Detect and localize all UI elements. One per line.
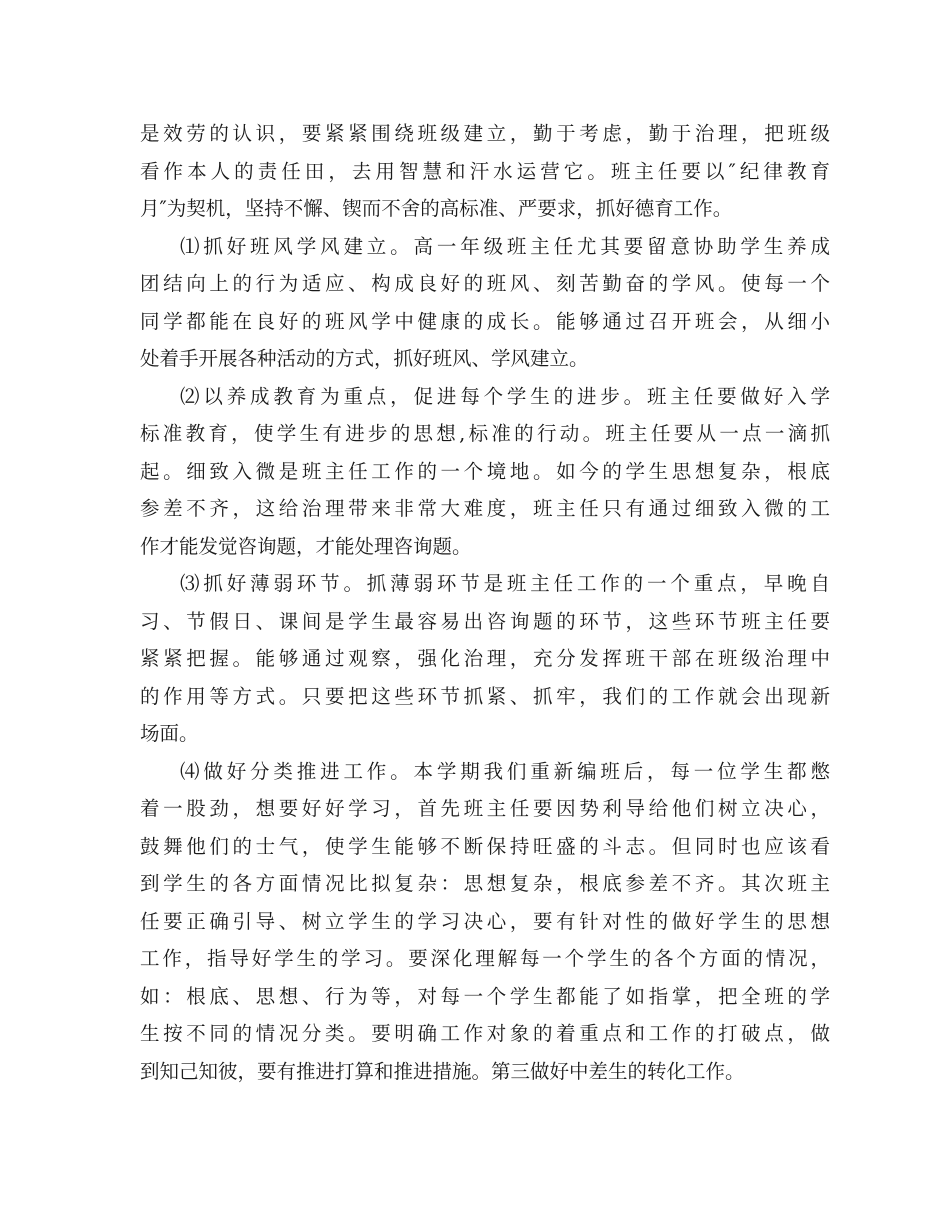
- text-line: ⑴抓好班风学风建立。高一年级班主任尤其要留意协助学生养成: [180, 234, 830, 258]
- text-line: 到知己知彼，要有推进打算和推进措施。第三做好中差生的转化工作。: [140, 1059, 745, 1083]
- text-line: 如：根底、思想、行为等，对每一个学生都能了如指掌，把全班的学: [140, 984, 830, 1008]
- document-body: [140, 115, 830, 1090]
- text-line: 起。细致入微是班主任工作的一个境地。如今的学生思想复杂，根底: [140, 459, 830, 483]
- text-line: 看作本人的责任田，去用智慧和汗水运营它。班主任要以″纪律教育: [140, 159, 830, 183]
- text-line: 紧紧把握。能够通过观察，强化治理，充分发挥班干部在班级治理中: [140, 647, 830, 670]
- text-line: 参差不齐，这给治理带来非常大难度，班主任只有通过细致入微的工: [140, 497, 830, 520]
- text-line: 标准教育，使学生有进步的思想,标准的行动。班主任要从一点一滴抓: [140, 422, 830, 445]
- text-line: 团结向上的行为适应、构成良好的班风、刻苦勤奋的学风。使每一个: [140, 272, 830, 295]
- text-line: 鼓舞他们的士气，使学生能够不断保持旺盛的斗志。但同时也应该看: [140, 834, 830, 858]
- text-line: 工作，指导好学生的学习。要深化理解每一个学生的各个方面的情况，: [140, 947, 830, 970]
- text-line: ⑶抓好薄弱环节。抓薄弱环节是班主任工作的一个重点，早晚自: [180, 572, 830, 595]
- text-line: 的作用等方式。只要把这些环节抓紧、抓牢，我们的工作就会出现新: [140, 684, 830, 708]
- text-line: 作才能发觉咨询题，才能处理咨询题。: [140, 534, 472, 558]
- text-line: 着一股劲，想要好好学习，首先班主任要因势利导给他们树立决心，: [140, 797, 830, 820]
- text-line: 任要正确引导、树立学生的学习决心，要有针对性的做好学生的思想: [140, 909, 830, 933]
- text-line: 月″为契机，坚持不懈、锲而不舍的高标准、严要求，抓好德育工作。: [140, 197, 733, 220]
- text-line: 是效劳的认识，要紧紧围绕班级建立，勤于考虑，勤于治理，把班级: [140, 122, 830, 145]
- text-line: ⑵以养成教育为重点，促进每个学生的进步。班主任要做好入学: [180, 384, 830, 408]
- text-line: 场面。: [140, 722, 199, 745]
- text-line: 生按不同的情况分类。要明确工作对象的着重点和工作的打破点，做: [140, 1022, 830, 1045]
- text-line: 习、节假日、课间是学生最容易出咨询题的环节，这些环节班主任要: [140, 609, 830, 633]
- text-line: 同学都能在良好的班风学中健康的成长。能够通过召开班会，从细小: [140, 309, 830, 333]
- text-line: 到学生的各方面情况比拟复杂：思想复杂，根底参差不齐。其次班主: [140, 872, 830, 895]
- text-line: ⑷做好分类推进工作。本学期我们重新编班后，每一位学生都憋: [180, 759, 830, 783]
- text-line: 处着手开展各种活动的方式，抓好班风、学风建立。: [140, 347, 589, 370]
